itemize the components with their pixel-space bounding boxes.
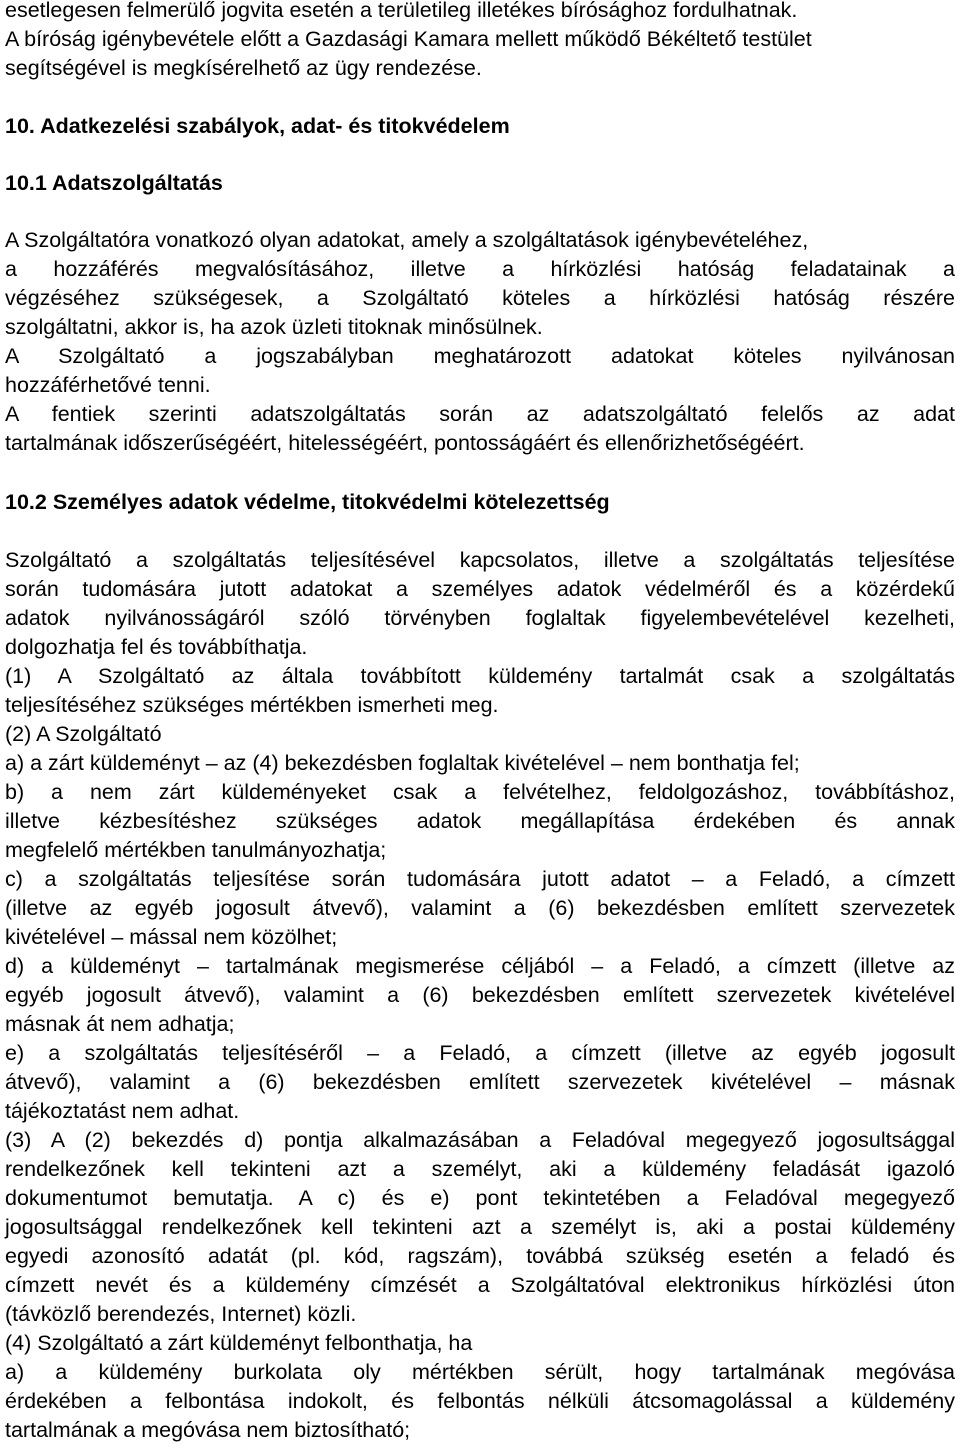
text-line: Szolgáltató a szolgáltatás teljesítésével kapcsolatos, illetve a szolgáltatás teljesítése [5,548,955,572]
text-line: tartalmának időszerűségéért, hitelességéért, pontosságáért és ellenőrizhetőségéért. [5,431,805,455]
text-line: segítségével is megkísérelhető az ügy rendezése. [5,56,482,80]
text-line: A bíróság igénybevétele előtt a Gazdasági Kamara mellett működő Békéltető testület [5,27,812,51]
text-line: másnak át nem adhatja; [5,1012,235,1036]
text-line: átvevő), valamint a (6) bekezdésben említett szervezetek kivételével – másnak [5,1070,955,1094]
text-line: A Szolgáltató a jogszabályban meghatározott adatokat köteles nyilvánosan [5,344,955,368]
section-10-2-heading: 10.2 Személyes adatok védelme, titokvédelmi kötelezettség [5,490,610,514]
text-line: dolgozhatja fel és továbbíthatja. [5,635,308,659]
text-line: a hozzáférés megvalósításához, illetve a hírközlési hatóság feladatainak a [5,257,955,281]
text-line: tartalmának a megóvása nem biztosítható; [5,1418,411,1442]
text-line: jogosultsággal rendelkezőnek kell tekinteni azt a személyt is, aki a postai küldemény [5,1215,955,1239]
text-line: A Szolgáltatóra vonatkozó olyan adatokat, amely a szolgáltatások igénybevételéhez, [5,228,809,252]
text-line: során tudomására jutott adatokat a személyes adatok védelméről és a közérdekű [5,577,955,601]
text-line: esetlegesen felmerülő jogvita esetén a területileg illetékes bírósághoz fordulhatnak. [5,0,798,22]
text-line: (3) A (2) bekezdés d) pontja alkalmazásában a Feladóval megegyező jogosultsággal [5,1128,955,1152]
text-line: (távközlő berendezés, Internet) közli. [5,1302,357,1326]
text-line: egyéb jogosult átvevő), valamint a (6) bekezdésben említett szervezetek kivételével [5,983,955,1007]
text-line: d) a küldeményt – tartalmának megismerése céljából – a Feladó, a címzett (illetve az [5,954,955,978]
text-line: címzett nevét és a küldemény címzését a Szolgáltatóval elektronikus hírközlési úton [5,1273,955,1297]
text-line: (4) Szolgáltató a zárt küldeményt felbonthatja, ha [5,1331,473,1355]
text-line: e) a szolgáltatás teljesítéséről – a Feladó, a címzett (illetve az egyéb jogosult [5,1041,955,1065]
text-line: érdekében a felbontása indokolt, és felbontás nélküli átcsomagolással a küldemény [5,1389,955,1413]
text-line: b) a nem zárt küldeményeket csak a felvételhez, feldolgozáshoz, továbbításhoz, [5,780,955,804]
text-line: (illetve az egyéb jogosult átvevő), valamint a (6) bekezdésben említett szervezetek [5,896,955,920]
text-line: a) a küldemény burkolata oly mértékben sérült, hogy tartalmának megóvása [5,1360,955,1384]
section-10-heading: 10. Adatkezelési szabályok, adat- és titokvédelem [5,114,510,138]
text-line: rendelkezőnek kell tekinteni azt a személyt, aki a küldemény feladását igazoló [5,1157,955,1181]
text-line: dokumentumot bemutatja. A c) és e) pont tekintetében a Feladóval megegyező [5,1186,955,1210]
text-line: adatok nyilvánosságáról szóló törvényben foglaltak figyelembevételével kezelheti, [5,606,955,630]
text-line: végzéséhez szükségesek, a Szolgáltató köteles a hírközlési hatóság részére [5,286,955,310]
text-line: kivételével – mással nem közölhet; [5,925,338,949]
section-10-2-body [5,546,955,1445]
text-line: c) a szolgáltatás teljesítése során tudomására jutott adatot – a Feladó, a címzett [5,867,955,891]
text-line: teljesítéséhez szükséges mértékben ismerheti meg. [5,693,499,717]
text-line: a) a zárt küldeményt – az (4) bekezdésben foglaltak kivételével – nem bonthatja fel; [5,751,800,775]
text-line: (1) A Szolgáltató az általa továbbított küldemény tartalmát csak a szolgáltatás [5,664,955,688]
text-line: megfelelő mértékben tanulmányozhatja; [5,838,387,862]
text-line: hozzáférhetővé tenni. [5,373,211,397]
text-line: egyedi azonosító adatát (pl. kód, ragszám), továbbá szükség esetén a feladó és [5,1244,955,1268]
text-line: szolgáltatni, akkor is, ha azok üzleti titoknak minősülnek. [5,315,543,339]
text-line: illetve kézbesítéshez szükséges adatok megállapítása érdekében és annak [5,809,955,833]
text-line: (2) A Szolgáltató [5,722,162,746]
intro-paragraph [5,0,955,83]
text-line: A fentiek szerinti adatszolgáltatás során az adatszolgáltató felelős az adat [5,402,955,426]
text-line: tájékoztatást nem adhat. [5,1099,240,1123]
section-10-1-body [5,226,955,458]
section-10-1-heading: 10.1 Adatszolgáltatás [5,171,223,195]
